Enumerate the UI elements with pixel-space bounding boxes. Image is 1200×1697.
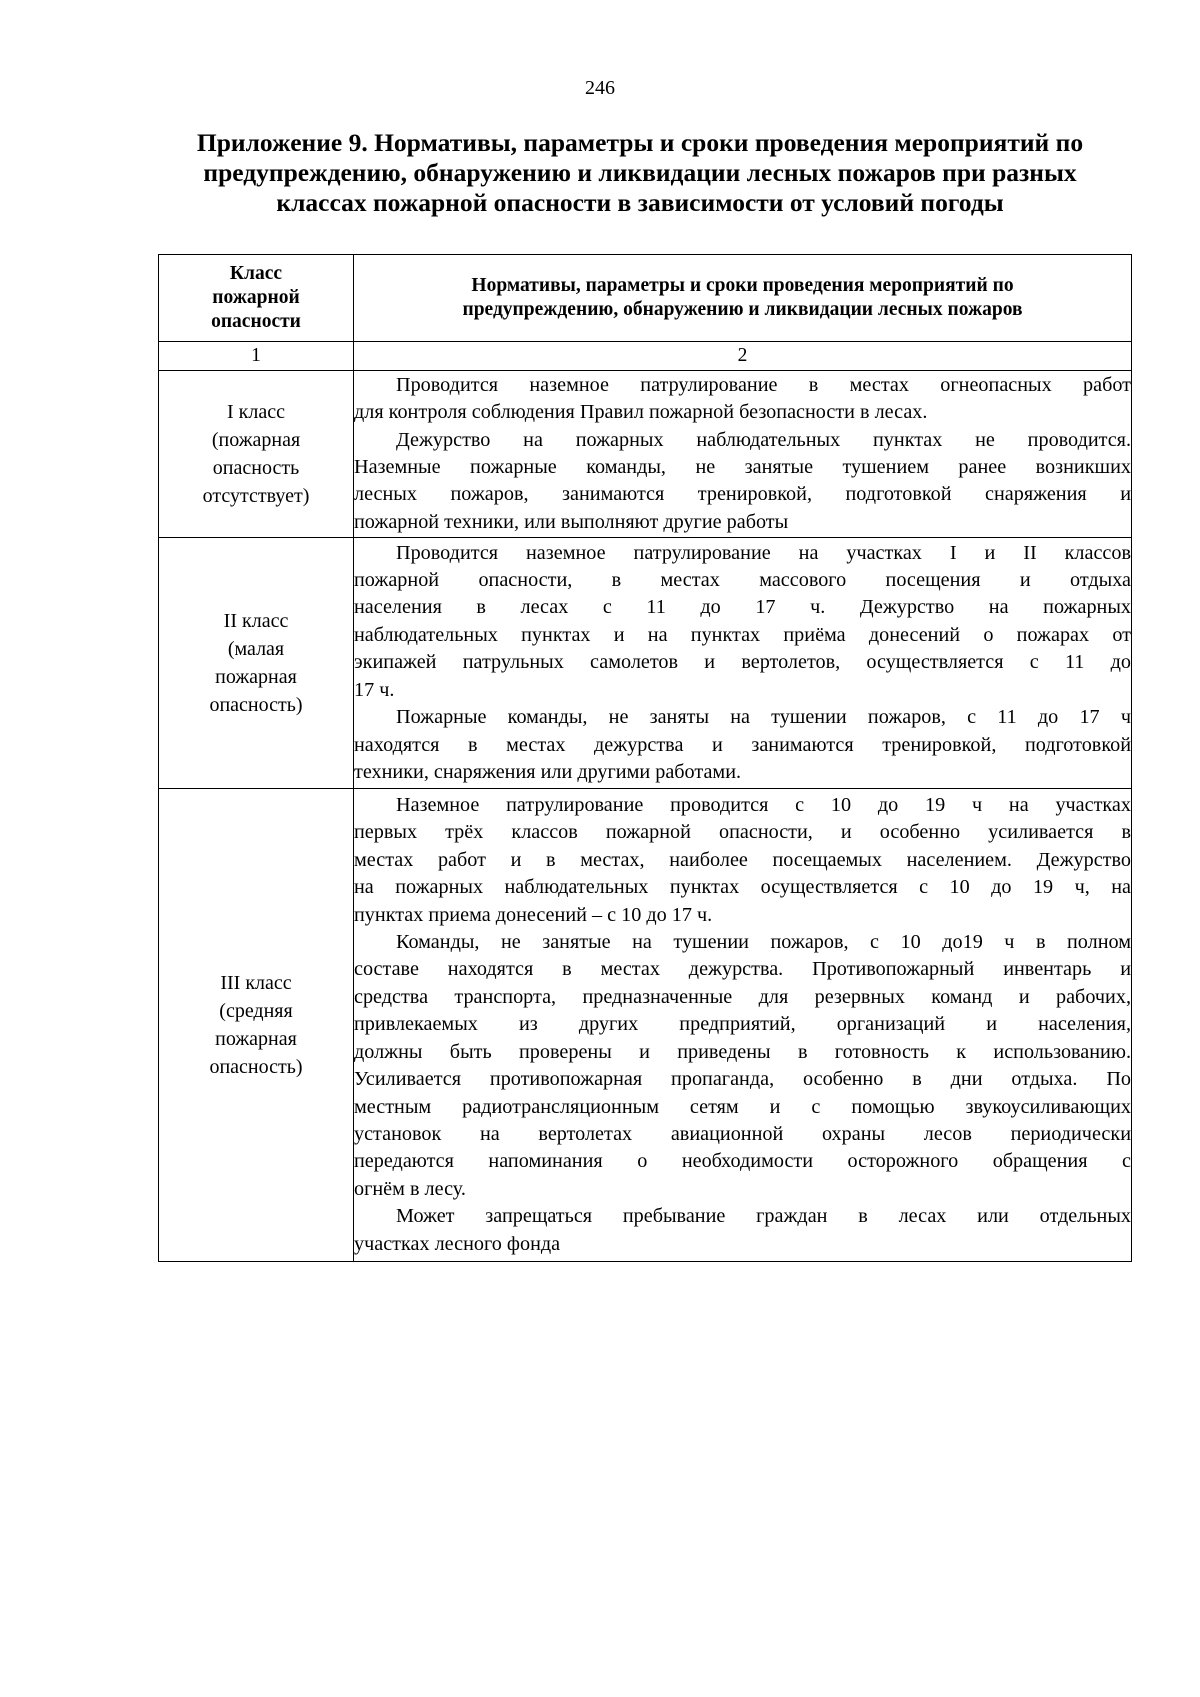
header-text: Класс [229, 263, 283, 284]
text-line: Пожарные команды, не заняты на тушении пожаров, с 11 до 17 ч [396, 706, 1131, 729]
text-line: Усиливается противопожарная пропаганда, особенно в дни отдыха. По [354, 1068, 1131, 1091]
class-cell [159, 538, 354, 789]
measures-cell [354, 538, 1132, 789]
page-number: 246 [585, 77, 615, 99]
text-line: населения в лесах с 11 до 17 ч. Дежурство на пожарных [354, 596, 1131, 619]
header-text: пожарной [212, 287, 300, 308]
column-number: 1 [159, 342, 354, 371]
text-line: техники, снаряжения или другими работами. [354, 760, 742, 783]
text-line: Дежурство на пожарных наблюдательных пунктах не проводится. [396, 428, 1131, 451]
header-class-cell [159, 255, 354, 342]
measures-cell [354, 371, 1132, 538]
text-line: Проводится наземное патрулирование на участках I и II классов [396, 541, 1131, 564]
text-line: экипажей патрульных самолетов и вертолетов, осуществляется с 11 до [354, 651, 1131, 674]
text-line: должны быть проверены и приведены в готовность к использованию. [354, 1040, 1131, 1063]
text-line: передаются напоминания о необходимости осторожного обращения с [354, 1150, 1131, 1173]
text-line: Наземное патрулирование проводится с 10 до 19 ч на участках [396, 794, 1131, 817]
document-title [140, 128, 1140, 218]
text-line: огнём в лесу. [354, 1177, 466, 1200]
class-line: опасность) [209, 1056, 303, 1078]
column-number-row [159, 342, 1132, 371]
fire-danger-table [158, 254, 1132, 1262]
title-line: предупреждению, обнаружению и ликвидации лесных пожаров при разных [203, 158, 1077, 187]
title-line: классах пожарной опасности в зависимости от условий погоды [276, 188, 1004, 217]
text-line: 17 ч. [354, 678, 395, 701]
column-number: 2 [354, 342, 1132, 371]
text-line: пожарной опасности, в местах массового посещения и отдыха [354, 569, 1131, 592]
table-header-row [159, 255, 1132, 342]
text-line: привлекаемых из других предприятий, организаций и населения, [354, 1013, 1131, 1036]
class-line: III класс [220, 972, 292, 994]
text-line: Команды, не занятые на тушении пожаров, с 10 до19 ч в полном [396, 931, 1131, 954]
class-line: опасность) [209, 694, 303, 716]
text-line: первых трёх классов пожарной опасности, и особенно усиливается в [354, 821, 1131, 844]
measures-cell [354, 789, 1132, 1262]
text-line: составе находятся в местах дежурства. Противопожарный инвентарь и [354, 958, 1131, 981]
text-line: Наземные пожарные команды, не занятые тушением ранее возникших [354, 456, 1131, 478]
text-line: местным радиотрансляционным сетям и с помощью звукоусиливающих [354, 1095, 1131, 1118]
table-row [159, 371, 1132, 538]
text-line: наблюдательных пунктах и на пунктах приёма донесений о пожарах от [354, 623, 1131, 646]
class-line: (средняя [219, 1000, 293, 1022]
class-line: пожарная [215, 666, 297, 688]
text-line: Может запрещаться пребывание граждан в лесах или отдельных [396, 1205, 1131, 1228]
header-text: опасности [211, 311, 301, 332]
text-line: средства транспорта, предназначенные для резервных команд и рабочих, [354, 985, 1131, 1008]
title-line: Приложение 9. Нормативы, параметры и сроки проведения мероприятий по [196, 128, 1084, 157]
text-line: Проводится наземное патрулирование в местах огнеопасных работ [396, 373, 1131, 396]
class-line: пожарная [215, 1028, 297, 1050]
class-line: отсутствует) [202, 485, 310, 507]
text-line: местах работ и в местах, наиболее посещаемых населением. Дежурство [354, 848, 1131, 871]
class-line: опасность [212, 457, 300, 479]
header-measures-cell [354, 255, 1132, 342]
text-line: пунктах приема донесений – с 10 до 17 ч. [354, 903, 713, 926]
text-line: для контроля соблюдения Правил пожарной безопасности в лесах. [354, 401, 928, 424]
text-line: участках лесного фонда [354, 1232, 561, 1255]
text-line: на пожарных наблюдательных пунктах осуществляется с 10 до 19 ч, на [354, 876, 1131, 899]
class-line: (пожарная [211, 429, 301, 451]
text-line: пожарной техники, или выполняют другие работы [354, 510, 789, 533]
class-line: (малая [227, 638, 285, 660]
table-row [159, 789, 1132, 1262]
class-cell [159, 789, 354, 1262]
header-text: предупреждению, обнаружению и ликвидации лесных пожаров [462, 299, 1023, 320]
class-line: II класс [223, 610, 289, 632]
header-text: Нормативы, параметры и сроки проведения мероприятий по [471, 275, 1014, 296]
class-cell [159, 371, 354, 538]
text-line: лесных пожаров, занимаются тренировкой, подготовкой снаряжения и [354, 483, 1131, 506]
text-line: установок на вертолетах авиационной охраны лесов периодически [354, 1122, 1131, 1145]
table-row [159, 538, 1132, 789]
class-line: I класс [227, 401, 285, 423]
text-line: находятся в местах дежурства и занимаются тренировкой, подготовкой [354, 733, 1131, 756]
